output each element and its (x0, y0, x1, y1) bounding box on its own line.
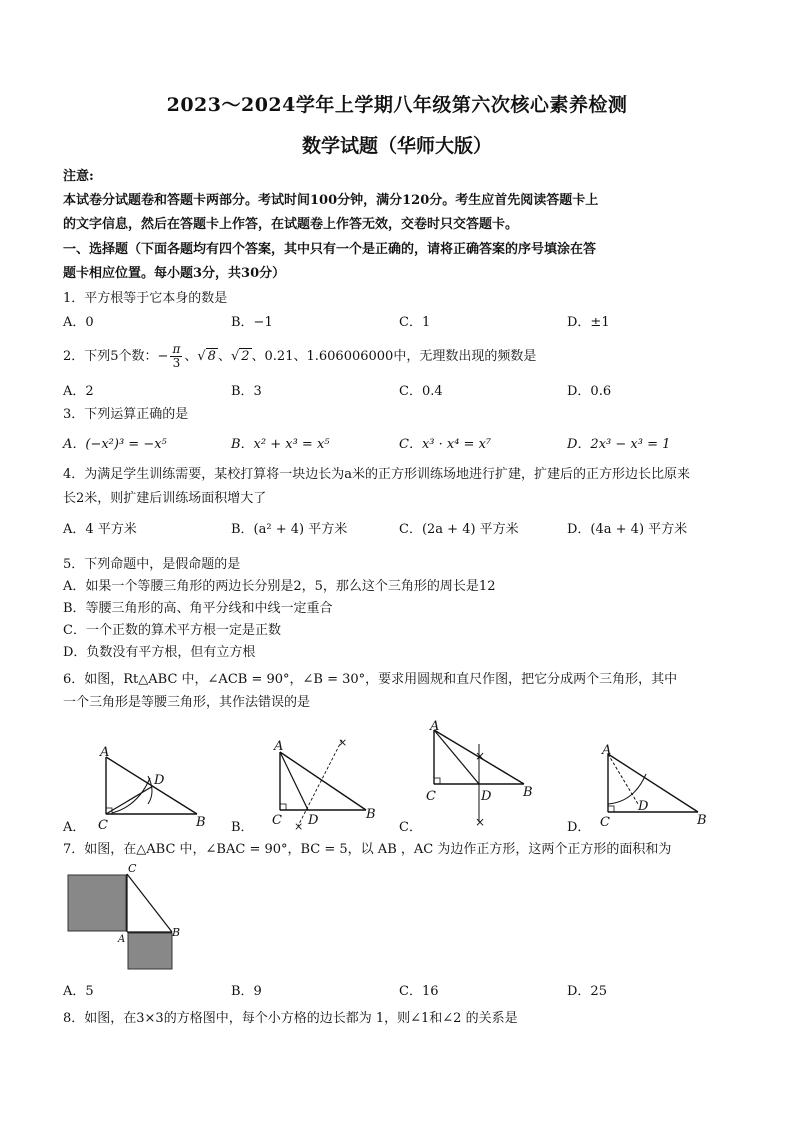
q7-stem: 7．如图，在△ABC 中，∠BAC = 90°，BC = 5，以 AB ，AC 为边作正方形，这两个正方形的面积和为 (63, 842, 672, 857)
q5-option-b: B．等腰三角形的高、角平分线和中线一定重合 (63, 601, 333, 616)
q6c-cross-top: × (475, 749, 486, 763)
q7-square-ac (68, 875, 126, 931)
q7-figure (66, 862, 186, 972)
q6b-right-angle (280, 804, 286, 810)
q4-line-1: 4．为满足学生训练需要，某校打算将一块边长为a米的正方形训练场地进行扩建，扩建后的正方形边长比原来 (63, 467, 691, 482)
q2-pi-over-3 (170, 343, 182, 370)
q6-option-c: C． (399, 820, 422, 835)
q5-option-d: D．负数没有平方根，但有立方根 (63, 645, 256, 660)
q6d-label-b: B (697, 813, 707, 828)
section-heading-line-1: 一、选择题（下面各题均有四个答案，其中只有一个是正确的，请将正确答案的序号填涂在答 (63, 242, 597, 257)
q6d-segment-ad (608, 754, 638, 804)
q6c-label-a: A (430, 719, 440, 734)
q6-figure-d (598, 742, 713, 832)
q6d-label-a: A (602, 743, 612, 758)
q6c-label-c: C (426, 789, 436, 804)
q6a-label-d: D (154, 773, 165, 788)
q6-figure-b (272, 738, 382, 833)
q6-line-1: 6．如图，Rt△ABC 中，∠ACB = 90°，∠B = 30°，要求用圆规和直尺作图，把它分成两个三角形，其中 (63, 672, 678, 687)
q6-figure-a (90, 742, 210, 832)
q7-square-ab (128, 933, 172, 969)
exam-title: 2023～2024学年上学期八年级第六次核心素养检测 (166, 94, 628, 116)
q6b-label-a: A (274, 739, 284, 754)
q6d-label-c: C (600, 815, 610, 830)
q1-option-d: D．±1 (567, 315, 610, 330)
q2-sqrt-2: 2 (241, 349, 250, 364)
q6d-side-ab (608, 754, 698, 812)
q4-line-2: 长2米，则扩建后训练场面积增大了 (63, 491, 267, 506)
q2-option-c: C．0.4 (399, 384, 443, 399)
q2-minus: − (157, 349, 169, 364)
q7-label-c: C (128, 862, 137, 875)
q6a-label-b: B (196, 815, 206, 830)
q7-option-d: D．25 (567, 984, 607, 999)
q2-option-a: A．2 (63, 384, 94, 399)
q3-option-c: C．x³ · x⁴ = x⁷ (399, 437, 492, 452)
q6d-label-d: D (638, 799, 649, 814)
q2-sep-2: 、 (217, 349, 231, 364)
q2-three: 3 (172, 356, 181, 370)
q7-label-a: A (118, 934, 126, 945)
q4-option-d: D．(4a + 4) 平方米 (567, 522, 688, 537)
q4-option-c: C．(2a + 4) 平方米 (399, 522, 519, 537)
q7-option-c: C．16 (399, 984, 439, 999)
q7-option-b: B．9 (231, 984, 262, 999)
q6a-arc (112, 778, 150, 813)
q8-stem: 8．如图，在3×3的方格图中，每个小方格的边长都为 1，则∠1和∠2 的关系是 (63, 1011, 518, 1026)
notice-label: 注意: (63, 169, 94, 184)
q6b-cross-bottom: × (294, 820, 304, 833)
q5-option-c: C．一个正数的算术平方根一定是正数 (63, 623, 281, 638)
q2-suffix: 、0.21、1.606006000中，无理数出现的频数是 (251, 349, 537, 364)
q6-figure-c (424, 718, 534, 830)
q2-option-d: D．0.6 (567, 384, 612, 399)
q1-option-b: B．−1 (231, 315, 273, 330)
notice-line-1: 本试卷分试题卷和答题卡两部分。考试时间100分钟，满分120分。考生应首先阅读答题卡上 (63, 193, 599, 208)
q7-label-b: B (172, 926, 181, 939)
q2-sqrt-8: 8 (207, 349, 216, 364)
q1-option-a: A．0 (63, 315, 94, 330)
q6-option-b: B． (231, 820, 254, 835)
q4-option-a: A．4 平方米 (63, 522, 137, 537)
q1-option-c: C．1 (399, 315, 431, 330)
q2-prefix: 2．下列5个数： (63, 349, 158, 364)
q5-stem: 5．下列命题中，是假命题的是 (63, 557, 241, 572)
q7-option-a: A．5 (63, 984, 94, 999)
q6c-cross-bottom: × (475, 815, 486, 829)
section-heading-line-2: 题卡相应位置。每小题3分，共30分） (63, 266, 286, 281)
q2-sep-1: 、 (184, 349, 198, 364)
notice-line-2: 的文字信息，然后在答题卡上作答，在试题卷上作答无效，交卷时只交答题卡。 (63, 217, 519, 232)
q6-option-a: A． (63, 820, 86, 835)
q6c-label-b: B (523, 785, 533, 800)
q6c-label-d: D (481, 789, 492, 804)
q6-option-d: D． (567, 820, 591, 835)
q3-option-b: B．x² + x³ = x⁵ (231, 437, 330, 452)
q6a-label-c: C (98, 818, 108, 833)
q1-stem: 1．平方根等于它本身的数是 (63, 291, 228, 306)
q2-option-b: B．3 (231, 384, 262, 399)
q6a-label-a: A (100, 745, 110, 760)
q6c-right-angle (434, 778, 440, 784)
q2-pi: π (172, 342, 181, 356)
q7-side-bc (127, 874, 172, 932)
q6b-cross-top: × (338, 736, 348, 749)
q2-stem: 2．下列5个数：− $\frac{\pi}{3}$ 、√ 8 、√ 2 、0.21、1.606006000中，无理数出现的频数是 (63, 342, 537, 370)
q3-stem: 3．下列运算正确的是 (63, 407, 189, 422)
q3-option-d: D．2x³ − x³ = 1 (567, 437, 671, 452)
q6b-label-c: C (272, 813, 282, 828)
q4-option-b: B．(a² + 4) 平方米 (231, 522, 348, 537)
q6b-label-b: B (366, 807, 376, 822)
q6b-label-d: D (308, 813, 319, 828)
q6c-segment-ad (434, 730, 479, 784)
q5-option-a: A．如果一个等腰三角形的两边长分别是2，5，那么这个三角形的周长是12 (63, 579, 496, 594)
q3-option-a: A．(−x²)³ = −x⁵ (63, 437, 167, 452)
exam-subtitle: 数学试题（华师大版） (301, 135, 492, 157)
q6a-segment-cd (106, 786, 153, 814)
q6d-right-angle (608, 806, 614, 812)
q6-line-2: 一个三角形是等腰三角形，其作法错误的是 (63, 695, 311, 710)
q6b-side-ab (280, 752, 366, 810)
q6b-bisector (298, 740, 342, 826)
